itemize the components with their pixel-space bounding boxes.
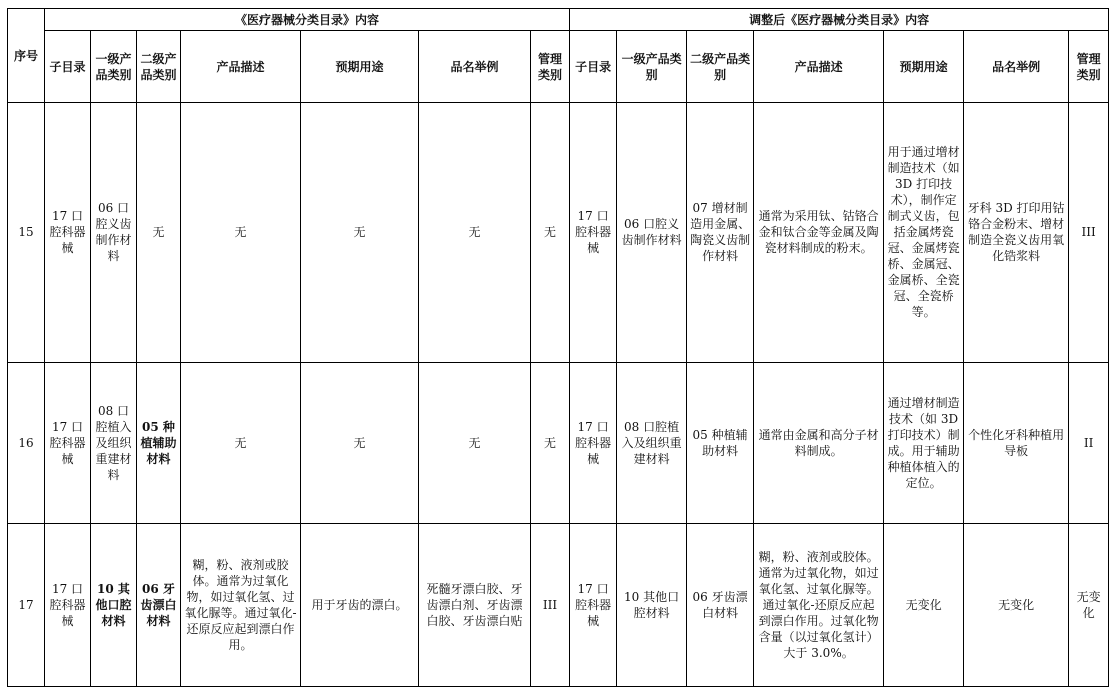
cell-new-intended-use: 通过增材制造技术（如 3D 打印技术）制成。用于辅助种植体植入的定位。 [884, 362, 964, 523]
cell-new-level1: 08 口腔植入及组织重建材料 [617, 362, 687, 523]
header-orig-intended-use: 预期用途 [301, 31, 419, 103]
header-new-description: 产品描述 [754, 31, 884, 103]
cell-orig-description: 无 [181, 103, 301, 363]
classification-adjustment-table [7, 8, 1109, 687]
cell-orig-level1: 06 口腔义齿制作材料 [91, 103, 137, 363]
cell-orig-intended-use: 用于牙齿的漂白。 [301, 523, 419, 686]
cell-orig-intended-use: 无 [301, 362, 419, 523]
cell-new-level2: 06 牙齿漂白材料 [687, 523, 754, 686]
cell-new-mgmt-class: 无变化 [1069, 523, 1109, 686]
cell-new-description: 通常由金属和高分子材料制成。 [754, 362, 884, 523]
cell-new-sub-catalog: 17 口腔科器械 [570, 523, 617, 686]
group-header-adjusted: 调整后《医疗器械分类目录》内容 [570, 9, 1109, 31]
table-row [8, 362, 1109, 523]
cell-orig-examples: 死髓牙漂白胶、牙齿漂白剂、牙齿漂白胶、牙齿漂白贴 [419, 523, 531, 686]
cell-new-sub-catalog: 17 口腔科器械 [570, 362, 617, 523]
table-row [8, 523, 1109, 686]
header-seq: 序号 [8, 9, 45, 103]
cell-orig-level1: 10 其他口腔材料 [91, 523, 137, 686]
cell-new-level1: 10 其他口腔材料 [617, 523, 687, 686]
cell-new-mgmt-class: III [1069, 103, 1109, 363]
cell-seq: 15 [8, 103, 45, 363]
header-orig-level1: 一级产品类别 [91, 31, 137, 103]
cell-orig-examples: 无 [419, 103, 531, 363]
cell-new-level2: 05 种植辅助材料 [687, 362, 754, 523]
cell-new-examples: 牙科 3D 打印用钴铬合金粉末、增材制造全瓷义齿用氧化锆浆料 [964, 103, 1069, 363]
cell-new-examples: 无变化 [964, 523, 1069, 686]
cell-new-intended-use: 用于通过增材制造技术（如 3D 打印技术），制作定制式义齿，包括金属烤瓷冠、金属烤瓷桥、金属冠、金属桥、全瓷冠、全瓷桥等。 [884, 103, 964, 363]
header-new-level1: 一级产品类别 [617, 31, 687, 103]
group-header-original: 《医疗器械分类目录》内容 [45, 9, 570, 31]
header-orig-sub-catalog: 子目录 [45, 31, 91, 103]
cell-new-description: 通常为采用钛、钴铬合金和钛合金等金属及陶瓷材料制成的粉末。 [754, 103, 884, 363]
cell-new-level1: 06 口腔义齿制作材料 [617, 103, 687, 363]
header-new-sub-catalog: 子目录 [570, 31, 617, 103]
header-orig-examples: 品名举例 [419, 31, 531, 103]
header-orig-description: 产品描述 [181, 31, 301, 103]
cell-orig-description: 糊，粉、液剂或胶体。通常为过氧化物，如过氧化氢、过氧化脲等。通过氧化-还原反应起到漂白作用。 [181, 523, 301, 686]
cell-seq: 17 [8, 523, 45, 686]
cell-orig-mgmt-class: 无 [531, 103, 570, 363]
cell-new-level2: 07 增材制造用金属、陶瓷义齿制作材料 [687, 103, 754, 363]
cell-orig-sub-catalog: 17 口腔科器械 [45, 103, 91, 363]
cell-new-examples: 个性化牙科种植用导板 [964, 362, 1069, 523]
cell-orig-sub-catalog: 17 口腔科器械 [45, 523, 91, 686]
cell-orig-level2: 无 [137, 103, 181, 363]
header-orig-level2: 二级产品类别 [137, 31, 181, 103]
table-row [8, 103, 1109, 363]
cell-seq: 16 [8, 362, 45, 523]
header-new-mgmt-class: 管理类别 [1069, 31, 1109, 103]
cell-orig-level2: 05 种植辅助材料 [137, 362, 181, 523]
cell-orig-sub-catalog: 17 口腔科器械 [45, 362, 91, 523]
cell-orig-mgmt-class: III [531, 523, 570, 686]
header-new-examples: 品名举例 [964, 31, 1069, 103]
header-new-level2: 二级产品类别 [687, 31, 754, 103]
cell-new-mgmt-class: II [1069, 362, 1109, 523]
cell-orig-mgmt-class: 无 [531, 362, 570, 523]
header-orig-mgmt-class: 管理类别 [531, 31, 570, 103]
cell-orig-level2: 06 牙齿漂白材料 [137, 523, 181, 686]
cell-new-intended-use: 无变化 [884, 523, 964, 686]
cell-orig-intended-use: 无 [301, 103, 419, 363]
cell-orig-level1: 08 口腔植入及组织重建材料 [91, 362, 137, 523]
header-new-intended-use: 预期用途 [884, 31, 964, 103]
cell-new-description: 糊，粉、液剂或胶体。通常为过氧化物，如过氧化氢、过氧化脲等。通过氧化-还原反应起到漂白作用。过氧化物含量（以过氧化氢计）大于 3.0%。 [754, 523, 884, 686]
cell-orig-description: 无 [181, 362, 301, 523]
cell-new-sub-catalog: 17 口腔科器械 [570, 103, 617, 363]
cell-orig-examples: 无 [419, 362, 531, 523]
